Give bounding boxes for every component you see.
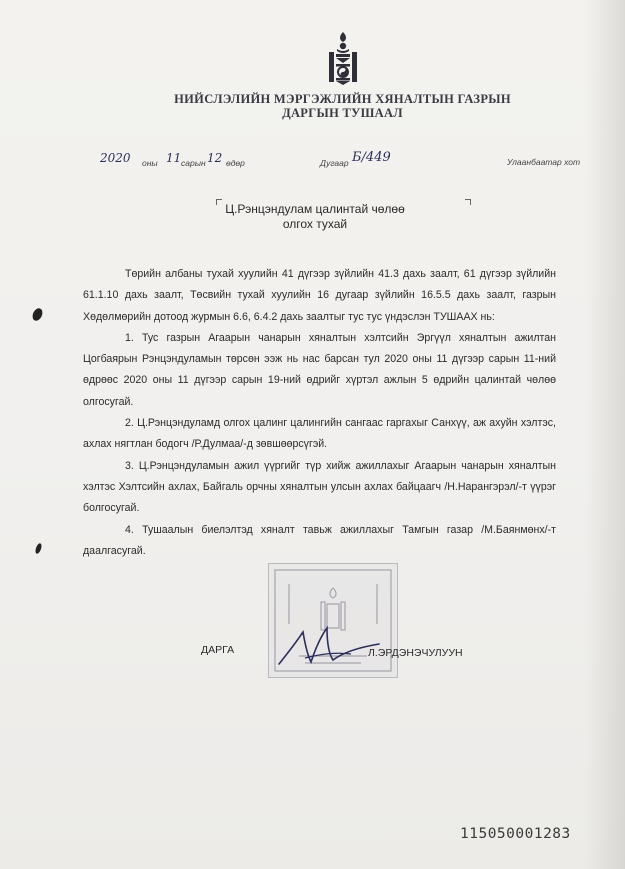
order-type-title: ДАРГЫН ТУШААЛ	[282, 106, 403, 120]
number-label: Дугаар	[320, 158, 349, 168]
signatory-name: Л.ЭРДЭНЭЧУЛУУН	[368, 647, 463, 659]
month-suffix: сарын	[181, 158, 206, 168]
order-item-1: 1. Тус газрын Агаарын чанарын хяналтын хэлтсийн Эргүүл хяналтын ажилтан Цогбаярын Рэнцэндуламын төрсөн ээж нь нас барсан тул 2020 оны 11 дүгээр сарын 11-ний өдрөөс 2020 оны 11 дүгээр сарын 19-ний өдрийг хүртэл ажлын 5 өдрийн цалинтай чөлөө олгосугай.	[83, 331, 556, 408]
day-handwritten: 12	[207, 151, 223, 165]
handwritten-signature	[275, 614, 385, 674]
order-item-2: 2. Ц.Рэнцэндуламд олгох цалинг цалингийн сангаас гаргахыг Санхүү, аж ахуйн хэлтэс, ахлах нягтлан бодогч /Р.Дулмаа/-д зөвшөөрсүгэй.	[83, 417, 556, 451]
soyombo-emblem-icon	[322, 30, 364, 86]
official-stamp	[268, 563, 398, 678]
place-label: Улаанбаатар хот	[507, 157, 581, 167]
signatory-title: ДАРГА	[201, 644, 235, 656]
subject-line-2: олгох тухай	[282, 217, 348, 231]
month-handwritten: 11	[166, 151, 182, 165]
subject-bracket-right	[465, 199, 471, 205]
organization-title: НИЙСЛЭЛИЙН МЭРГЭЖЛИЙН ХЯНАЛТЫН ГАЗРЫН	[174, 92, 511, 106]
preamble-paragraph: Төрийн албаны тухай хуулийн 41 дүгээр зүйлийн 41.3 дахь заалт, 61 дүгээр зүйлийн 61.1.10 дахь заалт, Төсвийн тухай хуулийн 16 дугаар зүйлийн 16.5.5 дахь заалт, газрын Хөдөлмөрийн дотоод журмын 6.6, 6.4.2 дахь заалтыг тус тус үндэслэн ТУШААХ нь:	[83, 268, 556, 323]
ink-blot	[34, 542, 42, 554]
order-body	[83, 264, 556, 562]
order-item-4: 4. Тушаалын биелэлтэд хяналт тавьж ажиллахыг Тамгын газар /М.Баянмөнх/-т даалгасугай.	[83, 523, 556, 557]
day-suffix: өдөр	[226, 158, 245, 168]
ink-blot	[31, 307, 45, 323]
document-serial-number: 115050001283	[460, 826, 571, 842]
order-number-handwritten: Б/449	[352, 150, 391, 165]
year-suffix: оны	[142, 158, 158, 168]
order-item-3: 3. Ц.Рэнцэндуламын ажил үүргийг түр хийж ажиллахыг Агаарын чанарын хяналтын хэлтэс Хэлтсийн ахлах, Байгаль орчны хяналтын улсын ахлах байцаагч /Н.Нарангэрэл/-т үүрэг болгосугай.	[83, 459, 556, 515]
year-handwritten: 2020	[100, 151, 131, 165]
subject-line-1: Ц.Рэнцэндулам цалинтай чөлөө	[225, 202, 405, 216]
